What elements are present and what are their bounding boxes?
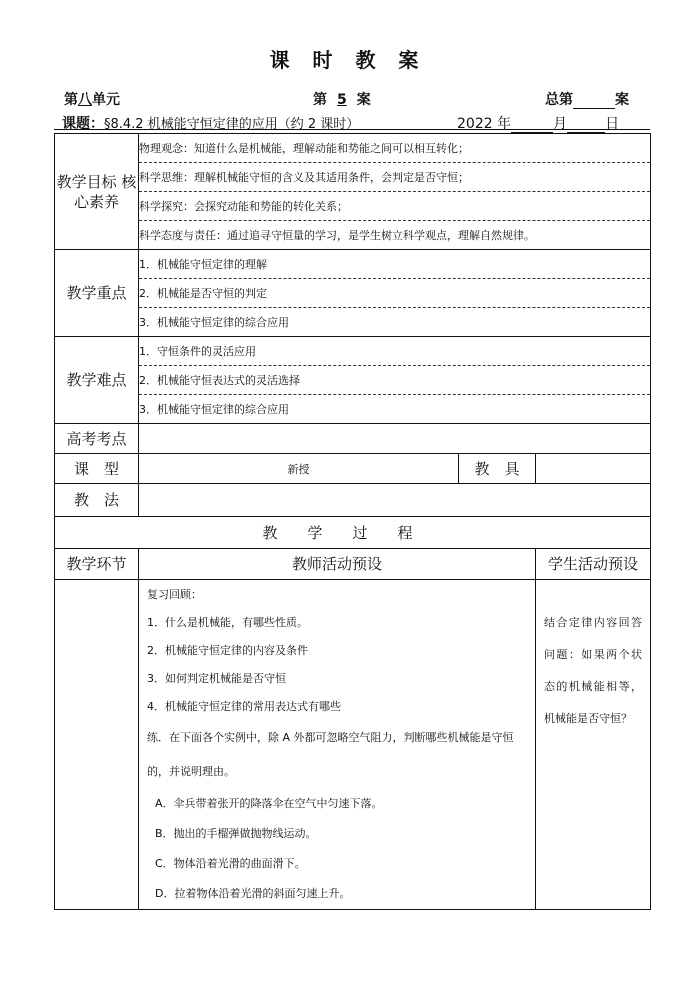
topic-label: 课题： <box>62 116 104 132</box>
exercise-option: C．物体沿着光滑的曲面滑下。 <box>155 857 306 870</box>
date-line <box>457 113 619 133</box>
plan-prefix: 第 <box>313 92 327 108</box>
key-point-item: 1．机械能守恒定律的理解 <box>139 250 650 279</box>
topic-text: §8.4.2 机械能守恒定律的应用（约 2 课时） <box>104 117 360 132</box>
objective-item: 科学思维：理解机械能守恒的含义及其适用条件，会判定是否守恒； <box>139 163 650 192</box>
month-blank <box>511 118 553 133</box>
exercise-option: D．拉着物体沿着光滑的斜面匀速上升。 <box>155 887 351 900</box>
total-suffix: 案 <box>615 92 629 108</box>
total-prefix: 总第 <box>545 92 573 108</box>
difficulty-item: 1．守恒条件的灵活应用 <box>139 337 650 366</box>
lesson-type-value: 新授 <box>139 454 459 484</box>
method-value <box>139 484 651 517</box>
col-stage-header: 教学环节 <box>55 549 139 580</box>
date-month: 月 <box>553 116 568 132</box>
key-point-item: 3．机械能守恒定律的综合应用 <box>139 316 289 329</box>
method-label: 教 法 <box>55 484 139 517</box>
review-question: 2．机械能守恒定律的内容及条件 <box>147 644 308 657</box>
plan-label <box>313 89 371 109</box>
topic-line <box>62 113 359 133</box>
difficulties-cell <box>139 337 651 424</box>
unit-number: 八 <box>78 92 92 108</box>
key-point-item: 2．机械能是否守恒的判定 <box>139 279 650 308</box>
difficulty-item: 3．机械能守恒定律的综合应用 <box>139 403 289 416</box>
exam-points-label: 高考考点 <box>55 424 139 454</box>
exam-points-row <box>55 424 651 454</box>
day-blank <box>567 118 605 133</box>
total-blank <box>573 94 615 109</box>
process-title: 教学过程 <box>55 517 651 549</box>
review-question: 4．机械能守恒定律的常用表达式有哪些 <box>147 700 341 713</box>
unit-prefix: 第 <box>64 92 78 108</box>
unit-label <box>64 89 120 109</box>
date-year: 2022 年 <box>457 116 512 132</box>
student-activity-cell: 结合定律内容回答问题：如果两个状态的机械能相等，机械能是否守恒？ <box>536 580 651 910</box>
review-question: 3．如何判定机械能是否守恒 <box>147 672 286 685</box>
objectives-cell <box>139 134 651 250</box>
plan-suffix: 案 <box>356 92 371 108</box>
method-row <box>55 484 651 517</box>
col-student-header: 学生活动预设 <box>536 549 651 580</box>
difficulties-row <box>55 337 651 424</box>
process-content-row <box>55 580 651 910</box>
exercise-option: A．伞兵带着张开的降落伞在空气中匀速下落。 <box>155 797 383 810</box>
exercise-text: 练．在下面各个实例中，除 A 外都可忽略空气阻力，判断哪些机械能是守恒的，并说明理由。 <box>147 731 514 778</box>
objectives-label: 教学目标 核心素养 <box>55 134 139 250</box>
exercise-option: B．抛出的手榴弹做抛物线运动。 <box>155 827 317 840</box>
key-points-cell <box>139 250 651 337</box>
difficulty-item: 2．机械能守恒表达式的灵活选择 <box>139 366 650 395</box>
tools-label: 教 具 <box>459 454 536 484</box>
review-question: 1．什么是机械能，有哪些性质。 <box>147 616 308 629</box>
total-label <box>545 89 629 109</box>
key-points-label: 教学重点 <box>55 250 139 337</box>
review-title: 复习回顾： <box>147 588 202 601</box>
date-day: 日 <box>605 116 620 132</box>
header-rule <box>54 129 650 130</box>
teacher-activity-cell <box>139 580 536 910</box>
exam-points-value <box>139 424 651 454</box>
objective-item: 科学探究：会探究动能和势能的转化关系； <box>139 192 650 221</box>
process-header-row <box>55 549 651 580</box>
process-title-row <box>55 517 651 549</box>
lesson-type-row <box>55 454 651 484</box>
objectives-row <box>55 134 651 250</box>
plan-number: 5 <box>337 92 347 108</box>
stage-cell <box>55 580 139 910</box>
key-points-row <box>55 250 651 337</box>
lesson-plan-table <box>54 133 651 910</box>
difficulties-label: 教学难点 <box>55 337 139 424</box>
page-title: 课 时 教 案 <box>269 48 427 72</box>
tools-value <box>536 454 651 484</box>
unit-suffix: 单元 <box>92 92 120 108</box>
lesson-type-label: 课 型 <box>55 454 139 484</box>
objective-item: 物理观念：知道什么是机械能，理解动能和势能之间可以相互转化； <box>139 134 650 163</box>
objective-item: 科学态度与责任：通过追寻守恒量的学习，是学生树立科学观点，理解自然规律。 <box>139 229 535 242</box>
col-teacher-header: 教师活动预设 <box>139 549 536 580</box>
